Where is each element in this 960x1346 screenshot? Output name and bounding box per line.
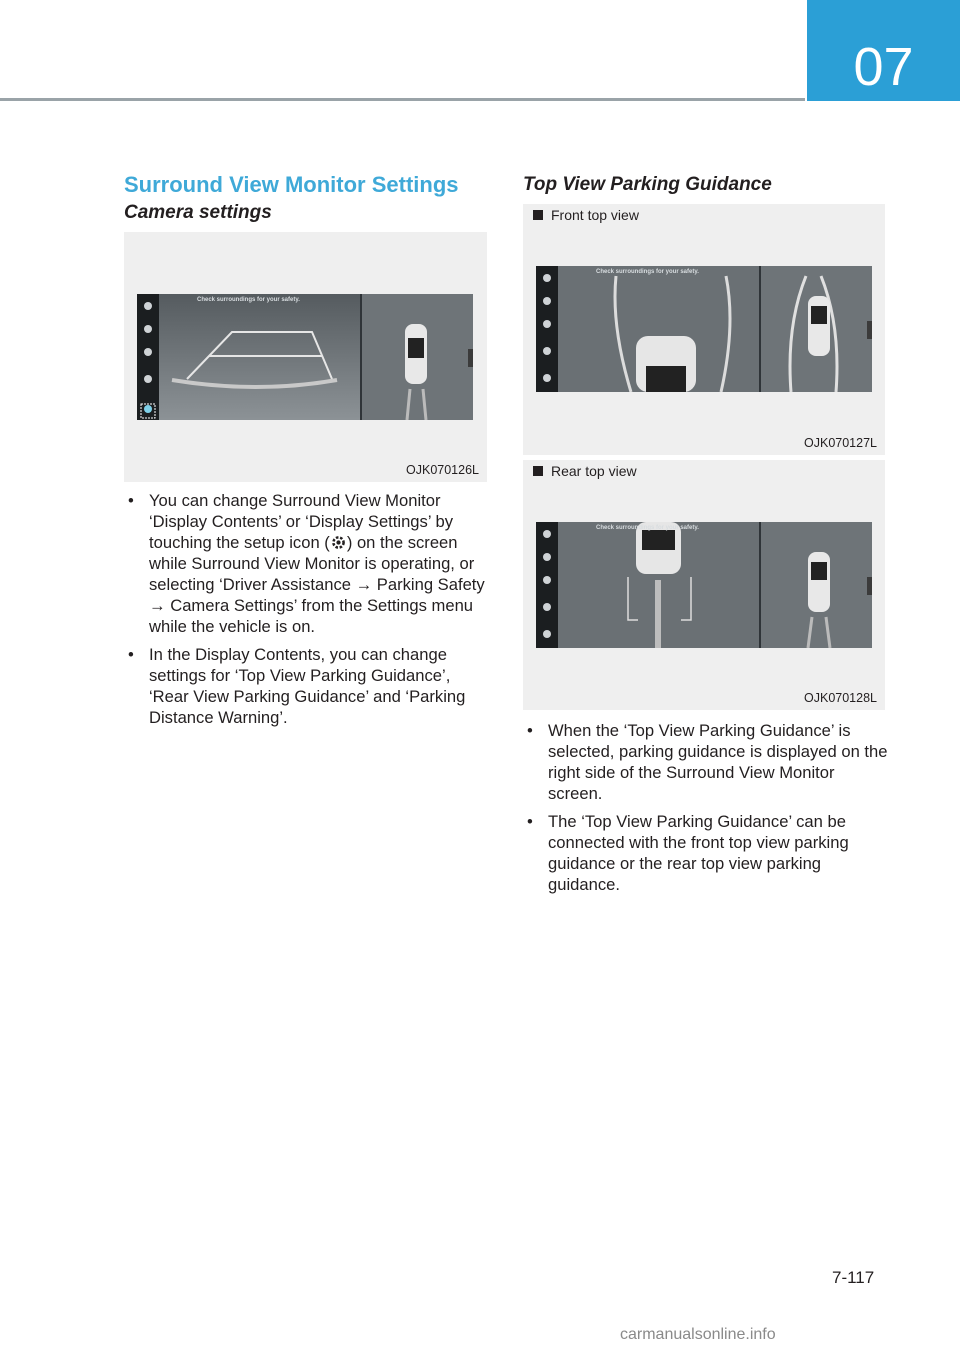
left-bullet-list: [124, 490, 489, 735]
page-number: 7-117: [832, 1268, 875, 1287]
bullet-text: When the ‘Top View Parking Guidance’ is selected, parking guidance is displayed on the right side of the Surround View Monitor screen.: [548, 721, 888, 803]
caption-text: Front top view: [551, 207, 639, 223]
svm-screen-drawing: [536, 522, 872, 648]
figure-code: OJK070126L: [406, 463, 479, 477]
list-item: • The ‘Top View Parking Guidance’ can be connected with the front top view parking guidance or the rear top view parking guidance.: [527, 812, 849, 894]
header-rule: [0, 98, 805, 101]
list-item: • In the Display Contents, you can change settings for ‘Top View Parking Guidance’, ‘Rear View Parking Guidance’ and ‘Parking Distance Warning’.: [128, 645, 466, 727]
svm-screen-drawing: [137, 294, 473, 420]
caption-text: Rear top view: [551, 463, 637, 479]
svm-screen: [536, 266, 872, 392]
section-title: Surround View Monitor Settings: [124, 172, 459, 197]
subsection-title-top-view: Top View Parking Guidance: [523, 174, 772, 195]
setup-gear-icon: [330, 534, 347, 551]
square-bullet-icon: [533, 210, 543, 220]
square-bullet-icon: [533, 466, 543, 476]
figure-code: OJK070127L: [804, 436, 877, 450]
watermark: carmanualsonline.info: [620, 1326, 776, 1343]
bullet-text-part1: You can change Surround View Monitor ‘Display Contents’ or ‘Display Settings’ by touching the setup icon (: [149, 491, 454, 552]
screen-banner: Check surroundings for your safety.: [596, 525, 699, 531]
bullet-text-part2: ) on the screen while Surround View Monitor is operating, or selecting ‘Driver Assistance → Parking Safety → Camera Settings’ from the Settings menu while the vehicle is on.: [149, 533, 485, 636]
svm-screen-drawing: [536, 266, 872, 392]
list-item: • You can change Surround View Monitor ‘Display Contents’ or ‘Display Settings’ by touching the setup icon ( ) on the screen while Surround View Monitor is operating, or selecting ‘Driver Assistance → Parking Safety → Camera Settings’ from the Settings menu while the vehicle is on.: [128, 491, 485, 636]
figure-caption: [533, 207, 639, 223]
figure-front-top-view: [523, 204, 885, 455]
figure-rear-top-view: [523, 460, 885, 710]
figure-code: OJK070128L: [804, 691, 877, 705]
right-bullet-list: [523, 720, 888, 902]
bullet-text: The ‘Top View Parking Guidance’ can be connected with the front top view parking guidance or the rear top view parking guidance.: [548, 812, 849, 894]
svm-screen: [536, 522, 872, 648]
screen-banner: Check surroundings for your safety.: [596, 269, 699, 275]
figure-camera-settings: [124, 232, 487, 482]
svm-screen: [137, 294, 473, 420]
list-item: • When the ‘Top View Parking Guidance’ is selected, parking guidance is displayed on the right side of the Surround View Monitor screen.: [527, 721, 888, 803]
figure-caption: [533, 463, 637, 479]
bullet-text: In the Display Contents, you can change settings for ‘Top View Parking Guidance’, ‘Rear View Parking Guidance’ and ‘Parking Distance Warning’.: [149, 645, 466, 727]
screen-banner: Check surroundings for your safety.: [197, 297, 300, 303]
chapter-tab: 07: [807, 0, 960, 101]
subsection-title-camera-settings: Camera settings: [124, 202, 272, 223]
